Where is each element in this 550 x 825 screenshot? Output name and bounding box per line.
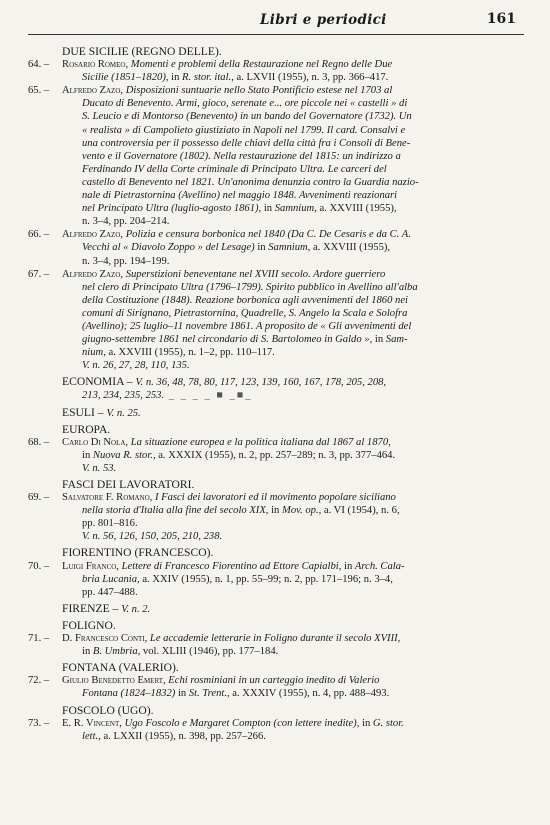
bibliography-entry <box>28 632 524 658</box>
text-run: lett. <box>82 730 99 742</box>
entry-line <box>62 268 524 281</box>
entry-line <box>62 436 524 449</box>
entry-line <box>62 573 524 586</box>
entry-line <box>62 84 524 97</box>
text-run: Ugo Foscolo e Margaret Compton (con lettere inedite), <box>124 717 362 729</box>
text-run: Polizia e censura borbonica nel 1840 (Da C. De Cesaris e da C. A. <box>125 229 411 241</box>
entry-number: 64. – <box>28 59 50 71</box>
entry-number: 71. – <box>28 633 50 645</box>
text-run: Mov. op. <box>282 505 319 517</box>
bibliography-list <box>28 45 524 743</box>
entry-number: 67. – <box>28 268 50 280</box>
heading-run: V. n. 36, 48, 78, 80, 117, 123, 139, 160, 167, 178, 205, 208, <box>135 377 387 389</box>
text-run: , a. VI (1954), n. 6, <box>318 505 400 517</box>
text-run: « realista » di Campolieto giustiziato in Napoli nel 1799. Il card. Consalvi e <box>82 124 406 136</box>
entry-line <box>62 717 524 730</box>
entry-line <box>62 504 524 517</box>
entry-line <box>62 137 524 150</box>
running-title: Libri e periodici <box>260 12 387 28</box>
text-run: S. Leucio e di Montorso (Benevento) in un bando del Governatore (1732). Un <box>82 111 412 123</box>
text-run: nel Principato Ultra (luglio-agosto 1861), <box>82 203 264 215</box>
subject-heading: FOSCOLO (UGO). <box>62 703 154 717</box>
subject-heading: FIORENTINO (FRANCESCO). <box>62 546 214 560</box>
text-run: , a. XXIV (1955), n. 1, pp. 55–99; n. 2, pp. 171–196; n. 3–4, <box>137 573 393 585</box>
entry-line <box>62 645 524 658</box>
text-run: nella storia d'Italia alla fine del secolo XIX, <box>82 505 272 517</box>
subject-heading: FONTANA (VALERIO). <box>62 661 179 675</box>
text-run: in <box>257 242 269 254</box>
text-run: Nuova R. stor. <box>92 449 153 461</box>
entry-line <box>62 163 524 176</box>
text-run: in <box>171 72 183 84</box>
entry-number: 72. – <box>28 675 50 687</box>
entry-line <box>62 730 524 743</box>
author-name: E. R. Vincent, <box>62 717 125 729</box>
entry-line <box>62 124 524 137</box>
text-run: giugno-settembre 1861 nel circondario di S. Bartolomeo in Galdo », <box>82 334 375 346</box>
text-run: Le accademie letterarie in Foligno durante il secolo XVIII, <box>149 633 401 645</box>
cross-reference <box>28 359 524 372</box>
entry-line <box>62 462 524 475</box>
author-name: Rosario Romeo, <box>62 59 131 71</box>
text-run: V. n. 56, 126, 150, 205, 210, 238. <box>82 531 223 543</box>
bibliography-entry <box>28 560 524 599</box>
entry-line <box>62 241 524 254</box>
running-head <box>28 8 524 30</box>
author-name: D. Francesco Conti, <box>62 633 150 645</box>
text-run: Arch. Cala- <box>354 560 405 572</box>
bibliography-entry <box>28 58 524 84</box>
heading-run: ESULI – <box>62 405 107 419</box>
entry-line <box>62 58 524 71</box>
cross-reference <box>28 389 524 402</box>
text-run: , vol. XLIII (1946), pp. 177–184. <box>137 646 279 658</box>
text-run: in <box>82 646 93 658</box>
text-run: G. stor. <box>372 717 404 729</box>
text-run: , a. XXVIII (1955), n. 1–2, pp. 110–117. <box>103 347 275 359</box>
entry-line <box>62 307 524 320</box>
entry-line <box>62 189 524 202</box>
text-run: vento e il Governatore (1802). Nella restaurazione del 1815: un indirizzo a <box>82 150 401 162</box>
heading-run: ECONOMIA – <box>62 375 136 389</box>
text-run: nel clero di Principato Ultra (1796–1799). Spirito pubblico in Avellino all'alba <box>82 281 418 293</box>
author-name: Salvatore F. Romano, <box>62 492 155 504</box>
text-run: Ferdinando IV della Corte criminale di Principato Ultra. Le carceri del <box>82 163 387 175</box>
entry-line <box>62 281 524 294</box>
author-name: Carlo Di Nola, <box>62 436 131 448</box>
xref-text: 213, 234, 235, 253. <box>82 390 165 402</box>
entry-line <box>62 176 524 189</box>
author-name: Alfredo Zazo, <box>62 229 126 241</box>
text-run: , a. XXVIII (1955), <box>314 203 397 215</box>
entry-number: 65. – <box>28 85 50 97</box>
entry-line <box>62 110 524 123</box>
text-run: , a. LXVII (1955), n. 3, pp. 366–417. <box>231 72 389 84</box>
text-run: nium <box>82 347 104 359</box>
author-name: Giulio Benedetto Emert, <box>62 675 169 687</box>
entry-number: 69. – <box>28 492 50 504</box>
subject-heading <box>28 406 524 420</box>
entry-line <box>62 674 524 687</box>
entry-line <box>62 687 524 700</box>
text-run: pp. 447–488. <box>82 586 138 598</box>
entry-number: 68. – <box>28 436 50 448</box>
subject-heading <box>28 602 524 616</box>
page-number: 161 <box>486 11 516 27</box>
text-run: comuni di Sirignano, Pietrastornina, Quadrelle, S. Angelo la Scala e Solofra <box>82 307 408 319</box>
text-run: Ducato di Benevento. Armi, gioco, serenate e... ore piccole nei « castelli » di <box>82 98 408 110</box>
entry-line <box>62 530 524 543</box>
subject-heading: DUE SICILIE (REGNO DELLE). <box>62 45 222 58</box>
subject-heading <box>28 375 524 389</box>
text-run: in <box>271 505 282 517</box>
bibliography-entry <box>28 674 524 700</box>
text-run: pp. 801–816. <box>82 518 138 530</box>
entry-line <box>62 150 524 163</box>
text-run: Samnium <box>274 203 315 215</box>
text-run: , a. LXXII (1955), n. 398, pp. 257–266. <box>98 730 266 742</box>
text-run: una controversia per il possesso delle chiavi della città fra i Consoli di Bene- <box>82 137 411 149</box>
bibliography-entry <box>28 268 524 360</box>
text-run: Disposizioni suntuarie nello Stato Pontificio estese nel 1703 al <box>125 85 393 97</box>
text-run: in <box>344 560 355 572</box>
entry-number: 70. – <box>28 560 50 572</box>
header-rule <box>28 34 524 35</box>
entry-line <box>62 255 524 268</box>
bibliography-entry <box>28 717 524 743</box>
entry-line <box>62 333 524 346</box>
entry-line <box>62 294 524 307</box>
entry-number: 66. – <box>28 229 50 241</box>
entry-line <box>62 586 524 599</box>
text-run: n. 3–4, pp. 194–199. <box>82 255 170 267</box>
text-run: Echi rosminiani in un carteggio inedito di Valerio <box>168 675 380 687</box>
text-run: St. Trent. <box>188 688 227 700</box>
text-run: in <box>82 449 93 461</box>
entry-line <box>62 215 524 228</box>
text-run: n. 3–4, pp. 204–214. <box>82 216 170 228</box>
text-run: La situazione europea e la politica italiana dal 1867 al 1870, <box>130 436 391 448</box>
text-run: in <box>177 688 189 700</box>
text-run: Vecchi al « Diavolo Zoppo » del Lesage) <box>82 242 258 254</box>
subject-heading: FOLIGNO. <box>62 618 116 632</box>
text-run: I Fasci dei lavoratori ed il movimento popolare siciliano <box>154 492 396 504</box>
author-name: Alfredo Zazo, <box>62 85 126 97</box>
bibliography-entry <box>28 84 524 228</box>
text-run: della Costituzione (1848). Reazione borbonica agli avvenimenti del 1860 nei <box>82 294 408 306</box>
text-run: (Avellino); 25 luglio–11 novembre 1861. A proposito de « Gli avvenimenti del <box>82 320 412 332</box>
bibliography-entry <box>28 436 524 475</box>
bibliography-entry <box>28 491 524 543</box>
entry-number: 73. – <box>28 717 50 729</box>
entry-line <box>62 228 524 241</box>
entry-line <box>62 449 524 462</box>
entry-line <box>62 71 524 84</box>
author-name: Luigi Franco, <box>62 560 122 572</box>
xref-text: V. n. 26, 27, 28, 110, 135. <box>82 360 190 372</box>
text-run: in <box>263 203 275 215</box>
bibliography-entry <box>28 228 524 267</box>
print-mark: _ _ _ _ ■ _■_ <box>164 390 253 402</box>
entry-line <box>62 560 524 573</box>
text-run: V. n. 53. <box>82 462 117 474</box>
text-run: in <box>362 717 373 729</box>
text-run: Lettere di Francesco Fiorentino ad Ettore Capialbi, <box>121 560 345 572</box>
entry-line <box>62 202 524 215</box>
text-run: Superstizioni beneventane nel XVIII secolo. Ardore guerriero <box>125 268 386 280</box>
text-run: Momenti e problemi della Restaurazione nel Regno delle Due <box>130 59 393 71</box>
text-run: castello di Benevento nel 1821. Un'anonima denunzia contro la Guardia nazio- <box>82 176 419 188</box>
text-run: Sicilie (1851–1820), <box>82 72 172 84</box>
heading-run: FIRENZE – <box>62 601 122 615</box>
subject-heading: EUROPA. <box>62 422 111 436</box>
entry-line <box>62 320 524 333</box>
entry-line <box>62 517 524 530</box>
entry-line <box>62 632 524 645</box>
entry-line <box>62 491 524 504</box>
text-run: , a. XXXIX (1955), n. 2, pp. 257–289; n. 3, pp. 377–464. <box>152 449 396 461</box>
heading-run: V. n. 2. <box>121 603 151 615</box>
text-run: R. stor. ital. <box>182 72 232 84</box>
author-name: Alfredo Zazo, <box>62 268 126 280</box>
entry-line <box>62 346 524 359</box>
text-run: B. Umbria <box>92 646 138 658</box>
text-run: bria Lucania <box>82 573 138 585</box>
entry-line <box>62 97 524 110</box>
text-run: in <box>374 334 386 346</box>
text-run: Sam- <box>385 334 408 346</box>
text-run: Samnium <box>268 242 308 254</box>
text-run: nale di Pietrastornina (Avellino) nel maggio 1848. Avvenimenti reazionari <box>82 190 398 202</box>
text-run: , a. XXXIV (1955), n. 4, pp. 488–493. <box>227 688 390 700</box>
subject-heading: FASCI DEI LAVORATORI. <box>62 478 195 491</box>
text-run: , a. XXVIII (1955), <box>307 242 391 254</box>
heading-run: V. n. 25. <box>106 407 141 419</box>
text-run: Fontana (1824–1832) <box>82 688 178 700</box>
